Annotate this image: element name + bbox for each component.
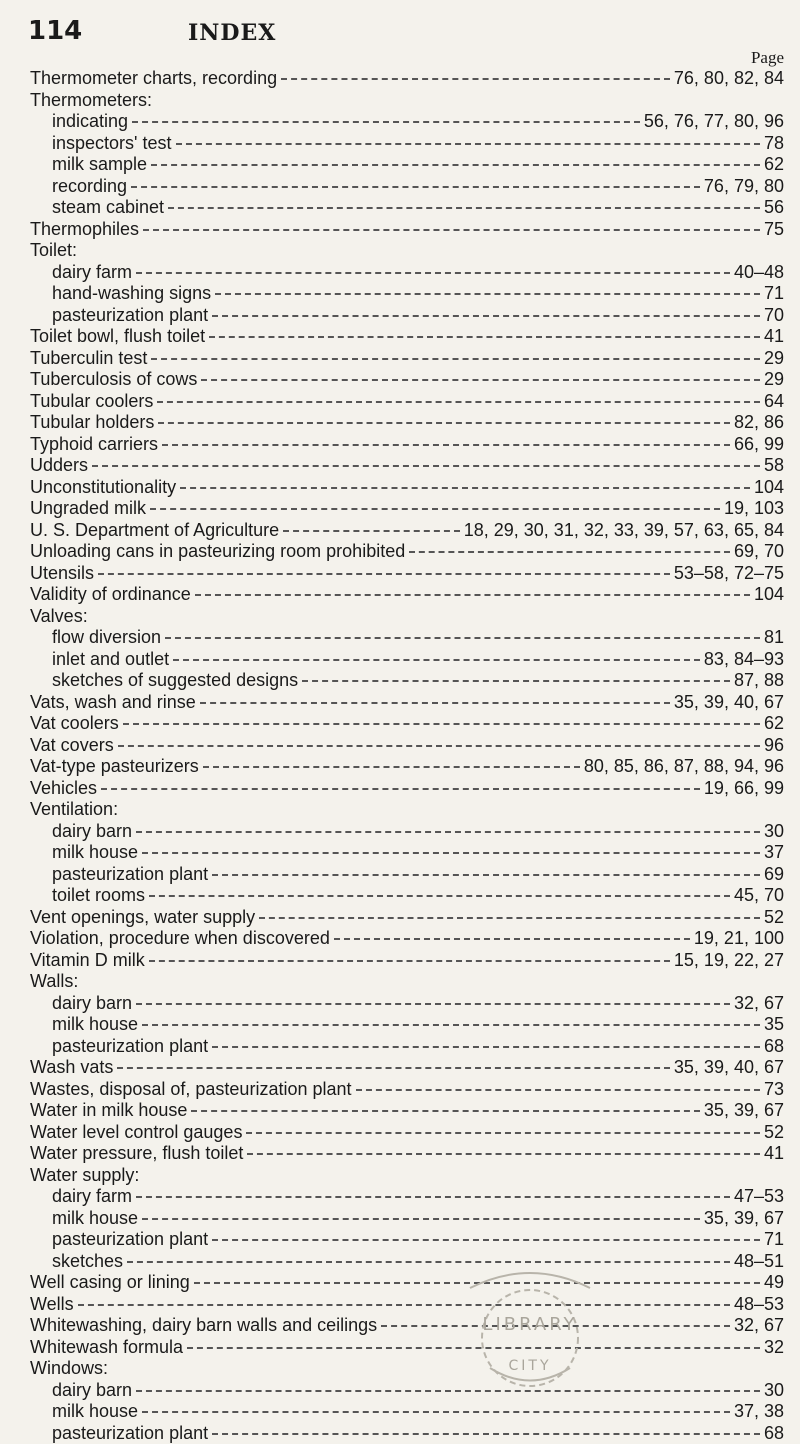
dot-leader	[259, 916, 760, 919]
index-pages: 30	[764, 1380, 784, 1401]
index-term: flow diversion	[52, 627, 161, 648]
dot-leader	[215, 292, 760, 295]
index-entry	[30, 735, 784, 757]
index-pages: 78	[764, 133, 784, 154]
index-pages: 37	[764, 842, 784, 863]
index-term: Wells	[30, 1294, 74, 1315]
index-list	[30, 68, 784, 1444]
index-term: dairy farm	[52, 1186, 132, 1207]
dot-leader	[191, 1109, 700, 1112]
dot-leader	[142, 1410, 730, 1413]
index-pages: 29	[764, 369, 784, 390]
index-term: milk house	[52, 1208, 138, 1229]
index-pages: 15, 19, 22, 27	[674, 950, 784, 971]
index-pages: 76, 80, 82, 84	[674, 68, 784, 89]
index-term: sketches of suggested designs	[52, 670, 298, 691]
dot-leader	[101, 787, 700, 790]
index-entry	[30, 692, 784, 714]
index-pages: 62	[764, 713, 784, 734]
index-entry	[30, 713, 784, 735]
index-term: dairy barn	[52, 821, 132, 842]
index-term: Thermometer charts, recording	[30, 68, 277, 89]
dot-leader	[203, 765, 580, 768]
index-pages: 104	[754, 477, 784, 498]
index-term: milk house	[52, 1014, 138, 1035]
dot-leader	[281, 77, 670, 80]
index-term: Vat covers	[30, 735, 114, 756]
index-entry	[30, 907, 784, 929]
page-column-label: Page	[751, 48, 784, 68]
dot-leader	[118, 744, 760, 747]
index-term: Tuberculin test	[30, 348, 147, 369]
index-term: Unloading cans in pasteurizing room prohibited	[30, 541, 405, 562]
dot-leader	[212, 314, 760, 317]
index-pages: 47–53	[734, 1186, 784, 1207]
index-pages: 48–53	[734, 1294, 784, 1315]
index-pages: 19, 21, 100	[694, 928, 784, 949]
index-pages: 40–48	[734, 262, 784, 283]
dot-leader	[127, 1260, 730, 1263]
index-entry	[30, 1337, 784, 1359]
index-term: dairy farm	[52, 262, 132, 283]
dot-leader	[165, 636, 760, 639]
index-term: pasteurization plant	[52, 305, 208, 326]
index-term: pasteurization plant	[52, 864, 208, 885]
index-pages: 41	[764, 326, 784, 347]
dot-leader	[356, 1088, 760, 1091]
dot-leader	[212, 1045, 760, 1048]
index-pages: 83, 84–93	[704, 649, 784, 670]
index-entry	[30, 219, 784, 241]
dot-leader	[212, 1238, 760, 1241]
index-term: dairy barn	[52, 993, 132, 1014]
index-entry	[30, 412, 784, 434]
index-term: Ungraded milk	[30, 498, 146, 519]
index-term: indicating	[52, 111, 128, 132]
dot-leader	[149, 894, 730, 897]
index-entry	[30, 391, 784, 413]
index-entry	[30, 971, 784, 993]
dot-leader	[136, 1389, 760, 1392]
index-entry	[30, 326, 784, 348]
index-pages: 80, 85, 86, 87, 88, 94, 96	[584, 756, 784, 777]
index-pages: 37, 38	[734, 1401, 784, 1422]
index-entry	[30, 68, 784, 90]
dot-leader	[302, 679, 730, 682]
dot-leader	[158, 421, 730, 424]
index-entry	[30, 563, 784, 585]
index-entry	[30, 1380, 784, 1402]
index-pages: 75	[764, 219, 784, 240]
dot-leader	[98, 572, 670, 575]
index-entry	[30, 778, 784, 800]
index-term: Valves:	[30, 606, 88, 627]
dot-leader	[142, 1217, 700, 1220]
index-entry	[30, 606, 784, 628]
index-entry	[30, 799, 784, 821]
index-pages: 68	[764, 1423, 784, 1444]
dot-leader	[136, 271, 730, 274]
index-entry	[30, 283, 784, 305]
page-number: 114	[28, 16, 82, 46]
index-term: Vats, wash and rinse	[30, 692, 196, 713]
dot-leader	[142, 851, 760, 854]
index-term: Wastes, disposal of, pasteurization plant	[30, 1079, 352, 1100]
dot-leader	[78, 1303, 730, 1306]
dot-leader	[173, 658, 700, 661]
index-entry	[30, 1251, 784, 1273]
index-term: pasteurization plant	[52, 1036, 208, 1057]
index-entry	[30, 434, 784, 456]
index-entry	[30, 1358, 784, 1380]
index-term: Tuberculosis of cows	[30, 369, 197, 390]
index-pages: 73	[764, 1079, 784, 1100]
index-entry	[30, 477, 784, 499]
dot-leader	[162, 443, 730, 446]
index-term: sketches	[52, 1251, 123, 1272]
dot-leader	[157, 400, 760, 403]
index-term: Toilet bowl, flush toilet	[30, 326, 205, 347]
dot-leader	[149, 959, 670, 962]
index-pages: 96	[764, 735, 784, 756]
dot-leader	[247, 1152, 760, 1155]
index-pages: 76, 79, 80	[704, 176, 784, 197]
index-pages: 35, 39, 40, 67	[674, 1057, 784, 1078]
index-pages: 52	[764, 907, 784, 928]
index-term: Windows:	[30, 1358, 108, 1379]
index-term: pasteurization plant	[52, 1423, 208, 1444]
index-term: Vitamin D milk	[30, 950, 145, 971]
dot-leader	[132, 120, 640, 123]
index-pages: 68	[764, 1036, 784, 1057]
index-entry	[30, 821, 784, 843]
index-term: recording	[52, 176, 127, 197]
index-term: toilet rooms	[52, 885, 145, 906]
index-entry	[30, 885, 784, 907]
index-entry	[30, 133, 784, 155]
dot-leader	[142, 1023, 760, 1026]
index-pages: 35	[764, 1014, 784, 1035]
index-term: Vat-type pasteurizers	[30, 756, 199, 777]
index-pages: 70	[764, 305, 784, 326]
index-term: Typhoid carriers	[30, 434, 158, 455]
index-term: hand-washing signs	[52, 283, 211, 304]
index-entry	[30, 455, 784, 477]
index-pages: 32, 67	[734, 1315, 784, 1336]
index-entry	[30, 111, 784, 133]
dot-leader	[212, 1432, 760, 1435]
index-pages: 82, 86	[734, 412, 784, 433]
dot-leader	[136, 1195, 730, 1198]
index-entry	[30, 756, 784, 778]
index-term: Vent openings, water supply	[30, 907, 255, 928]
index-term: Utensils	[30, 563, 94, 584]
index-term: Water in milk house	[30, 1100, 187, 1121]
index-entry	[30, 649, 784, 671]
index-entry	[30, 305, 784, 327]
index-entry	[30, 842, 784, 864]
index-pages: 19, 66, 99	[704, 778, 784, 799]
index-entry	[30, 864, 784, 886]
index-entry	[30, 670, 784, 692]
index-entry	[30, 1100, 784, 1122]
dot-leader	[151, 357, 760, 360]
dot-leader	[283, 529, 460, 532]
index-entry	[30, 541, 784, 563]
dot-leader	[195, 593, 750, 596]
index-pages: 41	[764, 1143, 784, 1164]
dot-leader	[151, 163, 760, 166]
index-term: Tubular holders	[30, 412, 154, 433]
index-pages: 81	[764, 627, 784, 648]
dot-leader	[136, 1002, 730, 1005]
index-entry	[30, 928, 784, 950]
index-pages: 32	[764, 1337, 784, 1358]
index-term: Udders	[30, 455, 88, 476]
index-pages: 35, 39, 67	[704, 1100, 784, 1121]
index-term: Validity of ordinance	[30, 584, 191, 605]
index-term: Vehicles	[30, 778, 97, 799]
index-entry	[30, 993, 784, 1015]
index-pages: 49	[764, 1272, 784, 1293]
index-pages: 29	[764, 348, 784, 369]
index-term: Ventilation:	[30, 799, 118, 820]
dot-leader	[131, 185, 700, 188]
index-pages: 66, 99	[734, 434, 784, 455]
index-term: Whitewash formula	[30, 1337, 183, 1358]
index-term: milk house	[52, 1401, 138, 1422]
dot-leader	[201, 378, 760, 381]
index-entry	[30, 1315, 784, 1337]
index-pages: 19, 103	[724, 498, 784, 519]
dot-leader	[123, 722, 760, 725]
index-term: Unconstitutionality	[30, 477, 176, 498]
page-header	[28, 16, 468, 56]
index-entry	[30, 176, 784, 198]
index-term: Well casing or lining	[30, 1272, 190, 1293]
index-term: Thermometers:	[30, 90, 152, 111]
index-term: inlet and outlet	[52, 649, 169, 670]
index-entry	[30, 1208, 784, 1230]
dot-leader	[150, 507, 720, 510]
index-entry	[30, 1294, 784, 1316]
dot-leader	[176, 142, 760, 145]
index-pages: 30	[764, 821, 784, 842]
index-entry	[30, 90, 784, 112]
index-term: pasteurization plant	[52, 1229, 208, 1250]
index-term: Wash vats	[30, 1057, 113, 1078]
index-entry	[30, 1229, 784, 1251]
index-pages: 71	[764, 283, 784, 304]
stamp-text-top: LIBRARY	[482, 1314, 577, 1335]
dot-leader	[209, 335, 760, 338]
index-term: steam cabinet	[52, 197, 164, 218]
index-term: dairy barn	[52, 1380, 132, 1401]
index-pages: 52	[764, 1122, 784, 1143]
index-entry	[30, 1057, 784, 1079]
index-term: milk sample	[52, 154, 147, 175]
index-entry	[30, 1423, 784, 1444]
index-term: Tubular coolers	[30, 391, 153, 412]
index-term: U. S. Department of Agriculture	[30, 520, 279, 541]
index-term: milk house	[52, 842, 138, 863]
dot-leader	[200, 701, 670, 704]
index-entry	[30, 348, 784, 370]
index-entry	[30, 498, 784, 520]
index-entry	[30, 1079, 784, 1101]
index-entry	[30, 197, 784, 219]
dot-leader	[334, 937, 690, 940]
index-term: Walls:	[30, 971, 78, 992]
index-term: Thermophiles	[30, 219, 139, 240]
index-pages: 69, 70	[734, 541, 784, 562]
index-pages: 45, 70	[734, 885, 784, 906]
index-pages: 87, 88	[734, 670, 784, 691]
index-term: Water pressure, flush toilet	[30, 1143, 243, 1164]
index-entry	[30, 369, 784, 391]
index-term: Violation, procedure when discovered	[30, 928, 330, 949]
library-stamp	[430, 1268, 630, 1388]
index-pages: 35, 39, 40, 67	[674, 692, 784, 713]
index-entry	[30, 1186, 784, 1208]
index-entry	[30, 1122, 784, 1144]
index-entry	[30, 1014, 784, 1036]
index-pages: 35, 39, 67	[704, 1208, 784, 1229]
index-entry	[30, 1272, 784, 1294]
index-term: Vat coolers	[30, 713, 119, 734]
index-term: Water supply:	[30, 1165, 139, 1186]
index-pages: 71	[764, 1229, 784, 1250]
dot-leader	[168, 206, 760, 209]
index-entry	[30, 1401, 784, 1423]
index-pages: 104	[754, 584, 784, 605]
index-entry	[30, 520, 784, 542]
index-entry	[30, 240, 784, 262]
index-entry	[30, 950, 784, 972]
index-pages: 53–58, 72–75	[674, 563, 784, 584]
index-entry	[30, 1165, 784, 1187]
dot-leader	[92, 464, 760, 467]
stamp-text-bottom: CITY	[508, 1358, 551, 1374]
index-pages: 32, 67	[734, 993, 784, 1014]
index-pages: 58	[764, 455, 784, 476]
dot-leader	[409, 550, 730, 553]
index-entry	[30, 262, 784, 284]
index-entry	[30, 1143, 784, 1165]
dot-leader	[143, 228, 760, 231]
dot-leader	[180, 486, 750, 489]
dot-leader	[117, 1066, 670, 1069]
dot-leader	[136, 830, 760, 833]
index-pages: 64	[764, 391, 784, 412]
index-term: Whitewashing, dairy barn walls and ceilings	[30, 1315, 377, 1336]
index-term: Water level control gauges	[30, 1122, 242, 1143]
index-term: inspectors' test	[52, 133, 172, 154]
index-entry	[30, 627, 784, 649]
index-pages: 48–51	[734, 1251, 784, 1272]
index-pages: 62	[764, 154, 784, 175]
index-pages: 18, 29, 30, 31, 32, 33, 39, 57, 63, 65, 84	[464, 520, 784, 541]
dot-leader	[246, 1131, 760, 1134]
index-pages: 69	[764, 864, 784, 885]
index-term: Toilet:	[30, 240, 77, 261]
index-entry	[30, 1036, 784, 1058]
index-entry	[30, 154, 784, 176]
dot-leader	[212, 873, 760, 876]
index-pages: 56	[764, 197, 784, 218]
index-entry	[30, 584, 784, 606]
running-title: INDEX	[188, 20, 276, 46]
index-pages: 56, 76, 77, 80, 96	[644, 111, 784, 132]
